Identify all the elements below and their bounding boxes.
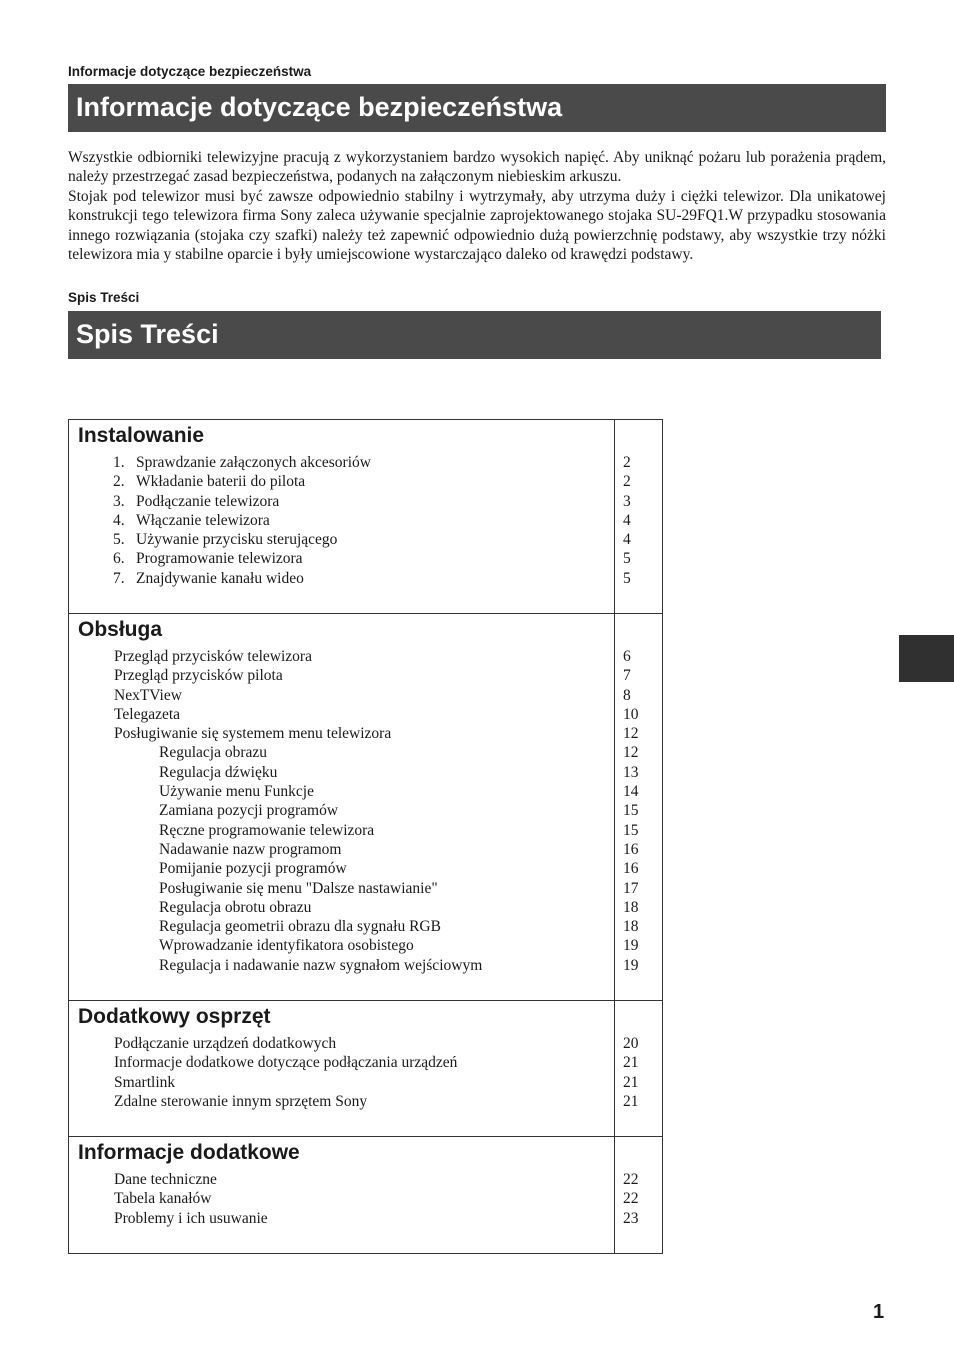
toc-entry-label: Używanie menu Funkcje: [159, 783, 314, 801]
toc-entry-page: 15: [623, 821, 639, 839]
toc-entry: [69, 936, 662, 955]
toc-entry-page: 16: [623, 860, 639, 878]
toc-entry-number: 2.: [113, 473, 125, 491]
toc-entry: [69, 453, 662, 472]
toc-entry-label: Regulacja geometrii obrazu dla sygnału RGB: [159, 918, 441, 936]
toc-entry-page: 12: [623, 744, 639, 762]
toc-entry-label: Problemy i ich usuwanie: [114, 1209, 268, 1227]
toc-entry: [69, 956, 662, 975]
toc-entry-page: 21: [623, 1054, 639, 1072]
toc-entry-page: 21: [623, 1073, 639, 1091]
toc-entry-page: 4: [623, 511, 631, 529]
toc-entry-label: Regulacja obrazu: [159, 744, 268, 762]
toc-entry: [69, 763, 662, 782]
toc-entry-label: Smartlink: [114, 1073, 176, 1091]
toc-entry-number: 7.: [113, 569, 125, 587]
toc-entry: [69, 705, 662, 724]
toc-entry: [69, 859, 662, 878]
toc-section-title: Instalowanie: [78, 424, 205, 447]
toc-entry-page: 20: [623, 1035, 639, 1052]
toc-section: [69, 614, 662, 1001]
toc-entry-label: Używanie przycisku sterującego: [136, 531, 338, 549]
toc-entry: [69, 530, 662, 549]
toc-entry-page: 17: [623, 879, 639, 897]
toc-entry: [69, 917, 662, 936]
toc-running-header: Spis Treści: [68, 290, 140, 305]
toc-entry-page: 18: [623, 898, 639, 916]
toc-entry-label: Włączanie telewizora: [136, 511, 270, 529]
language-tab-marker: [899, 635, 954, 682]
toc-entry-label: Pomijanie pozycji programów: [159, 860, 347, 878]
toc-entry-page: 18: [623, 918, 639, 936]
toc-entry-page: 7: [623, 667, 631, 685]
toc-entry: [69, 782, 662, 801]
toc-entry-page: 10: [623, 705, 639, 723]
toc-entry: [69, 724, 662, 743]
toc-entry-label: Informacje dodatkowe dotyczące podłączania urządzeń: [114, 1054, 458, 1072]
toc-entry: [69, 549, 662, 568]
toc-entry-number: 3.: [113, 492, 125, 510]
toc-entry-label: Tabela kanałów: [114, 1190, 212, 1208]
toc-entry-label: Posługiwanie się menu "Dalsze nastawianie": [159, 879, 438, 897]
toc-entry: [69, 1170, 662, 1189]
toc-entry-list: [69, 647, 662, 975]
toc-entry: [69, 1034, 662, 1053]
toc-entry-page: 2: [623, 473, 631, 491]
safety-text: [68, 148, 886, 264]
toc-entry: [69, 879, 662, 898]
toc-entry-page: 15: [623, 802, 639, 820]
toc-entry-list: [69, 1170, 662, 1228]
toc-entry-label: Zdalne sterowanie innym sprzętem Sony: [114, 1092, 368, 1110]
toc-entry-page: 8: [623, 686, 631, 704]
toc-section-title: Obsługa: [78, 618, 163, 641]
toc-entry-label: Znajdywanie kanału wideo: [136, 569, 304, 587]
toc-entry-label: Przegląd przycisków telewizora: [114, 648, 312, 665]
toc-entry: [69, 647, 662, 666]
toc-entry: [69, 686, 662, 705]
toc-entry-page: 6: [623, 648, 631, 665]
toc-entry-label: Programowanie telewizora: [136, 550, 303, 568]
toc-entry-number: 5.: [113, 531, 125, 549]
toc-entry-page: 14: [623, 783, 639, 801]
toc-entry-label: Ręczne programowanie telewizora: [159, 821, 375, 839]
toc-entry: [69, 840, 662, 859]
running-header: Informacje dotyczące bezpieczeństwa: [68, 64, 312, 79]
toc-entry-page: 4: [623, 531, 631, 549]
toc-entry: [69, 898, 662, 917]
toc-entry-number: 1.: [113, 454, 125, 471]
page-number: 1: [873, 1301, 885, 1323]
toc-entry-page: 5: [623, 550, 631, 568]
toc-entry-label: Nadawanie nazw programom: [159, 840, 342, 858]
toc-entry: [69, 1092, 662, 1111]
toc-entry-number: 6.: [113, 550, 125, 568]
toc-entry: [69, 1053, 662, 1072]
toc-entry-label: Przegląd przycisków pilota: [114, 667, 283, 685]
toc-entry: [69, 1189, 662, 1208]
toc-entry: [69, 1073, 662, 1092]
toc-entry-label: NexTView: [114, 686, 182, 704]
toc-entry-label: Regulacja i nadawanie nazw sygnałom wejściowym: [159, 956, 483, 974]
toc-entry: [69, 569, 662, 588]
toc-entry: [69, 666, 662, 685]
toc-entry-number: 4.: [113, 511, 125, 529]
toc-entry-label: Zamiana pozycji programów: [159, 802, 339, 820]
section-title-safety: Informacje dotyczące bezpieczeństwa: [68, 84, 886, 132]
toc-entry-label: Dane techniczne: [114, 1171, 217, 1188]
safety-paragraph: Wszystkie odbiorniki telewizyjne pracują z wykorzystaniem bardzo wysokich napięć. Aby uniknąć pożaru lub porażenia prądem, należy przestrzegać zasad bezpieczeństwa, podanych na załączonym niebieskim arkuszu.: [68, 149, 886, 186]
toc-entry: [69, 492, 662, 511]
toc-entry: [69, 511, 662, 530]
toc-title: Spis Treści: [68, 311, 881, 359]
toc-entry-page: 19: [623, 937, 639, 955]
toc-section: [69, 1137, 662, 1255]
toc-entry-page: 22: [623, 1190, 639, 1208]
toc-entry-label: Sprawdzanie załączonych akcesoriów: [136, 454, 371, 471]
toc-entry-label: Posługiwanie się systemem menu telewizora: [114, 725, 392, 743]
toc-entry-page: 13: [623, 763, 639, 781]
toc-entry-page: 12: [623, 725, 639, 743]
toc-entry-page: 2: [623, 454, 631, 471]
toc-entry-label: Wprowadzanie identyfikatora osobistego: [159, 937, 414, 955]
toc-entry-page: 21: [623, 1092, 639, 1110]
table-of-contents: [68, 419, 663, 1254]
toc-entry: [69, 472, 662, 491]
toc-entry-label: Podłączanie telewizora: [136, 492, 280, 510]
toc-entry: [69, 1209, 662, 1228]
toc-section: [69, 1001, 662, 1137]
toc-entry-list: [69, 453, 662, 588]
toc-section-title: Dodatkowy osprzęt: [78, 1005, 271, 1028]
toc-entry: [69, 821, 662, 840]
toc-entry-label: Regulacja dźwięku: [159, 763, 278, 781]
toc-entry-page: 3: [623, 492, 631, 510]
toc-entry-page: 23: [623, 1209, 639, 1227]
toc-section-title: Informacje dodatkowe: [78, 1141, 300, 1164]
toc-entry-label: Telegazeta: [114, 705, 181, 723]
toc-entry-label: Podłączanie urządzeń dodatkowych: [114, 1035, 337, 1052]
toc-entry-page: 5: [623, 569, 631, 587]
toc-entry-label: Wkładanie baterii do pilota: [136, 473, 306, 491]
toc-entry-list: [69, 1034, 662, 1111]
safety-paragraph: Stojak pod telewizor musi być zawsze odpowiednio stabilny i wytrzymały, aby utrzyma duży i ciężki telewizor. Dla unikatowej konstrukcji tego telewizora firma Sony zaleca używanie specjalnie zaprojektowanego stojaka SU-29FQ1.W przypadku stosowania innego rozwiązania (stojaka czy szafki) należy też zapewnić odpowiednio dużą powierzchnię podstawy, aby wszystkie trzy nóżki telewizora mia y stabilne oparcie i były umiejscowione wystarczająco daleko od krawędzi podstawy.: [68, 187, 886, 264]
toc-entry: [69, 743, 662, 762]
toc-entry-label: Regulacja obrotu obrazu: [159, 898, 312, 916]
toc-entry-page: 22: [623, 1171, 639, 1188]
toc-entry-page: 19: [623, 956, 639, 974]
toc-section: [69, 420, 662, 614]
toc-entry: [69, 801, 662, 820]
toc-entry-page: 16: [623, 840, 639, 858]
